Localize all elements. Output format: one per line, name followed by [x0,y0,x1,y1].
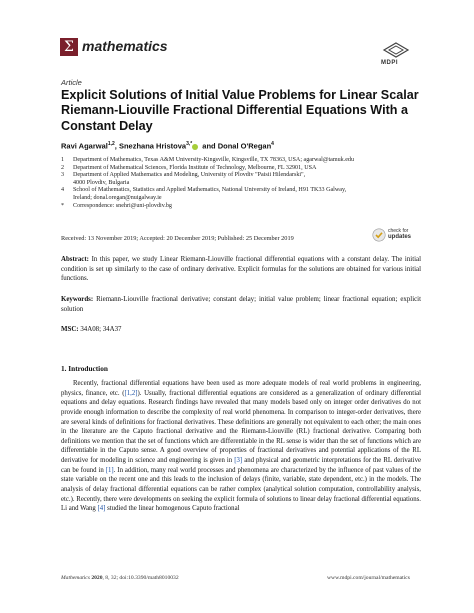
author-sup: 3,* [186,141,193,147]
footer-url[interactable]: www.mdpi.com/journal/mathematics [327,575,410,581]
affil-line: Department of Mathematical Sciences, Florida Institute of Technology, Melbourne, FL 32901, USA [73,164,317,171]
intro-text: ). Usually, fractional differential equations are considered as a generalization of ordinary differential equations and delay equations. Research findings have revealed that many models based only on integer order derivatives do not provide enough information to describe the complexity of real world phenomena. In comparison to integer-order derivatives, there are several kinds of definitions for fractional derivatives. These definitions are generally not equivalent to each other; the main ones in the literature are the Caputo fractional derivative and the Riemann-Liouville (RL) fractional derivative. Comparing both definitions we mention that the set of functions which are differentiable in the RL sense is wider than the set of functions which are differentiable in the Caputo sense. A good overview of properties of fractional derivatives and potential applications of the RL derivative for modeling in science and engineering is given in [61,389,421,464]
affil-num: 2 [61,164,65,171]
affil-line: Ireland; donal.oregan@nuigalway.ie [73,194,162,201]
journal-logo: Σ [60,38,78,56]
msc [61,325,421,335]
citation-link[interactable]: [1] [105,466,114,474]
affil-line: Department of Mathematics, Texas A&M University-Kingsville, Kingsville, TX 78363, USA; agarwal@tamuk.edu [73,157,354,163]
citation-link[interactable]: [4] [97,505,106,513]
check-for-updates-label[interactable] [388,229,411,240]
footer-citation [61,575,179,581]
affiliations [61,157,411,210]
publisher-name: MDPI [381,60,398,66]
mdpi-logo-icon [382,42,410,58]
intro-text: studied the linear homogenous Caputo fractional [105,505,240,513]
affil-num: * [61,202,65,209]
author-name: Snezhana Hristova [118,141,187,151]
abstract-label: Abstract: [61,256,89,263]
abstract-text: In this paper, we study Linear Riemann-Liouville fractional differential equations with a constant delay. The initial condition is set up similarly to the case of ordinary derivative. Explicit formulas for the solutions are obtained for various initial functions. [61,256,421,282]
msc-text: 34A08; 34A37 [80,326,122,333]
affil-num: 4 [61,187,65,194]
author-name: Donal O'Regan [217,141,272,151]
affil-line: Correspondence: snehri@uni-plovdiv.bg [73,202,172,209]
keywords-text: Riemann-Liouville fractional derivative; constant delay; initial value problem; linear fractional equation; explicit solution [61,296,421,313]
msc-label: MSC: [61,326,79,333]
citation-link[interactable]: [1,2] [124,389,138,397]
affil-line: Department of Applied Mathematics and Modeling, University of Plovdiv "Paisii Hilendarski", [73,172,306,179]
updates-line2: updates [388,233,412,240]
author-sep: , [114,141,119,151]
intro-text: and physical and geometric interpretations for the RL derivative can be found in [61,457,422,474]
received-dates: Received: 13 November 2019; Accepted: 20 December 2019; Published: 25 December 2019 [61,235,294,242]
affil-line: School of Mathematics, Statistics and Applied Mathematics, National University of Ireland, H91 TK33 Galway, [73,187,347,194]
affil-num: 1 [61,157,65,163]
author-sup: 1,2 [107,141,115,147]
footer-doi: , 8, 32; doi:10.3390/math8010032 [102,575,179,581]
keywords-label: Keywords: [61,296,94,303]
article-type: Article [61,78,82,87]
intro-text: Recently, fractional differential equations have been used as more adequate models of real world problems in engineering, physics, finance, etc. ( [61,380,421,397]
footer-journal: Mathematics [61,575,90,581]
affil-num: 3 [61,172,65,179]
author-name: Ravi Agarwal [61,141,108,151]
intro-text: . In addition, many real world processes and phenomena are characterized by the influence of past values of the state variable on the recent one and this leads to the inclusion of delays (finite, variable, state dependent, etc.) in the models. The analysis of delay fractional differential equations can be rather complex (analytical solution computation, controllability analysis, etc.). Recently, there were developments on seeking the explicit formula of solutions to linear delay fractional differential equations. Li and Wang [61,466,421,513]
author-list [61,141,274,151]
journal-name: mathematics [82,38,168,54]
affil-line: 4000 Plovdiv, Bulgaria [73,179,130,186]
intro-paragraph [61,379,421,514]
footer-year: 2020 [91,575,103,581]
author-sep: and [200,141,218,151]
updates-line1: check for [388,228,409,234]
abstract [61,255,421,284]
author-sup: 4 [271,141,274,147]
paper-title: Explicit Solutions of Initial Value Problems for Linear Scalar Riemann-Liouville Fractional Differential Equations With a Constant Delay [61,88,419,133]
citation-link[interactable]: [3] [234,457,243,464]
section-heading: 1. Introduction [61,364,108,373]
orcid-icon[interactable] [192,144,198,150]
check-for-updates-icon[interactable] [372,228,386,242]
keywords [61,295,421,314]
